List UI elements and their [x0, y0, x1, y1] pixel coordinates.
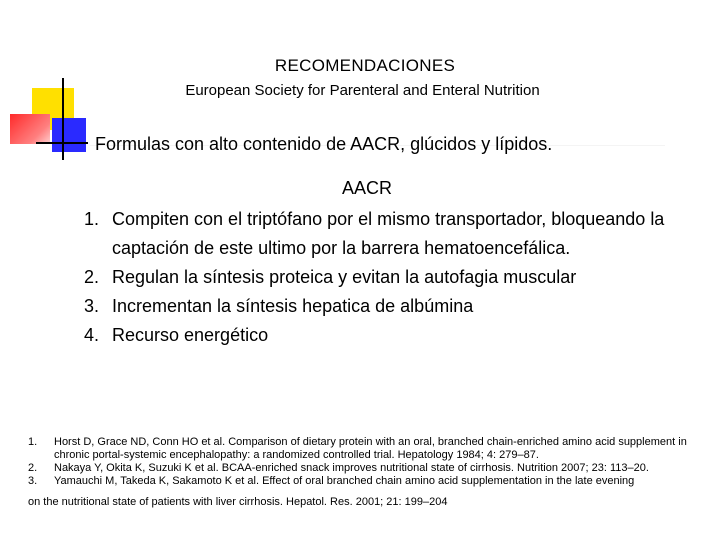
slide-subtitle: European Society for Parenteral and Enteral Nutrition: [185, 82, 540, 99]
references-list: [28, 436, 694, 509]
list-item: [84, 292, 672, 321]
list-text: Regulan la síntesis proteica y evitan la autofagia muscular: [112, 267, 577, 287]
section-heading: AACR: [342, 178, 393, 198]
list-number: 2.: [84, 267, 100, 287]
list-number: 4.: [84, 325, 100, 345]
list-text: Compiten con el triptófano por el mismo transportador, bloqueando la captación de este ultimo por la barrera hematoencefálica.: [112, 209, 665, 258]
reference-item: [28, 475, 694, 509]
reference-number: 2.: [28, 462, 38, 474]
red-square: [10, 114, 50, 144]
list-item: [84, 321, 672, 350]
list-number: 3.: [84, 296, 100, 316]
list-number: 1.: [84, 209, 100, 229]
reference-text: Horst D, Grace ND, Conn HO et al. Comparison of dietary protein with an oral, branched chain-enriched amino acid supplement in chronic portal-systemic encephalopathy: a randomized controlled trial. Hepatology 1984; 4: 279–87.: [54, 436, 687, 461]
blue-square: [52, 118, 86, 152]
list-text: Recurso energético: [112, 325, 269, 345]
aacr-list: [84, 205, 672, 350]
list-item: [84, 263, 672, 292]
reference-text: Yamauchi M, Takeda K, Sakamoto K et al. Effect of oral branched chain amino acid supplementation in the late evening: [54, 475, 635, 487]
horizontal-line: [36, 142, 88, 144]
reference-item: [28, 462, 694, 475]
reference-item: [28, 436, 694, 462]
reference-number: 3.: [28, 475, 38, 487]
list-text: Incrementan la síntesis hepatica de albúmina: [112, 296, 474, 316]
reference-text-continued: on the nutritional state of patients with liver cirrhosis. Hepatol. Res. 2001; 21: 199–204: [28, 496, 448, 508]
reference-text: Nakaya Y, Okita K, Suzuki K et al. BCAA-enriched snack improves nutritional state of cirrhosis. Nutrition 2007; 23: 113–20.: [54, 462, 649, 474]
reference-number: 1.: [28, 436, 38, 448]
slide-title: RECOMENDACIONES: [274, 56, 456, 75]
list-item: [84, 205, 672, 263]
bullet-text: Formulas con alto contenido de AACR, glúcidos y lípidos.: [95, 134, 553, 154]
